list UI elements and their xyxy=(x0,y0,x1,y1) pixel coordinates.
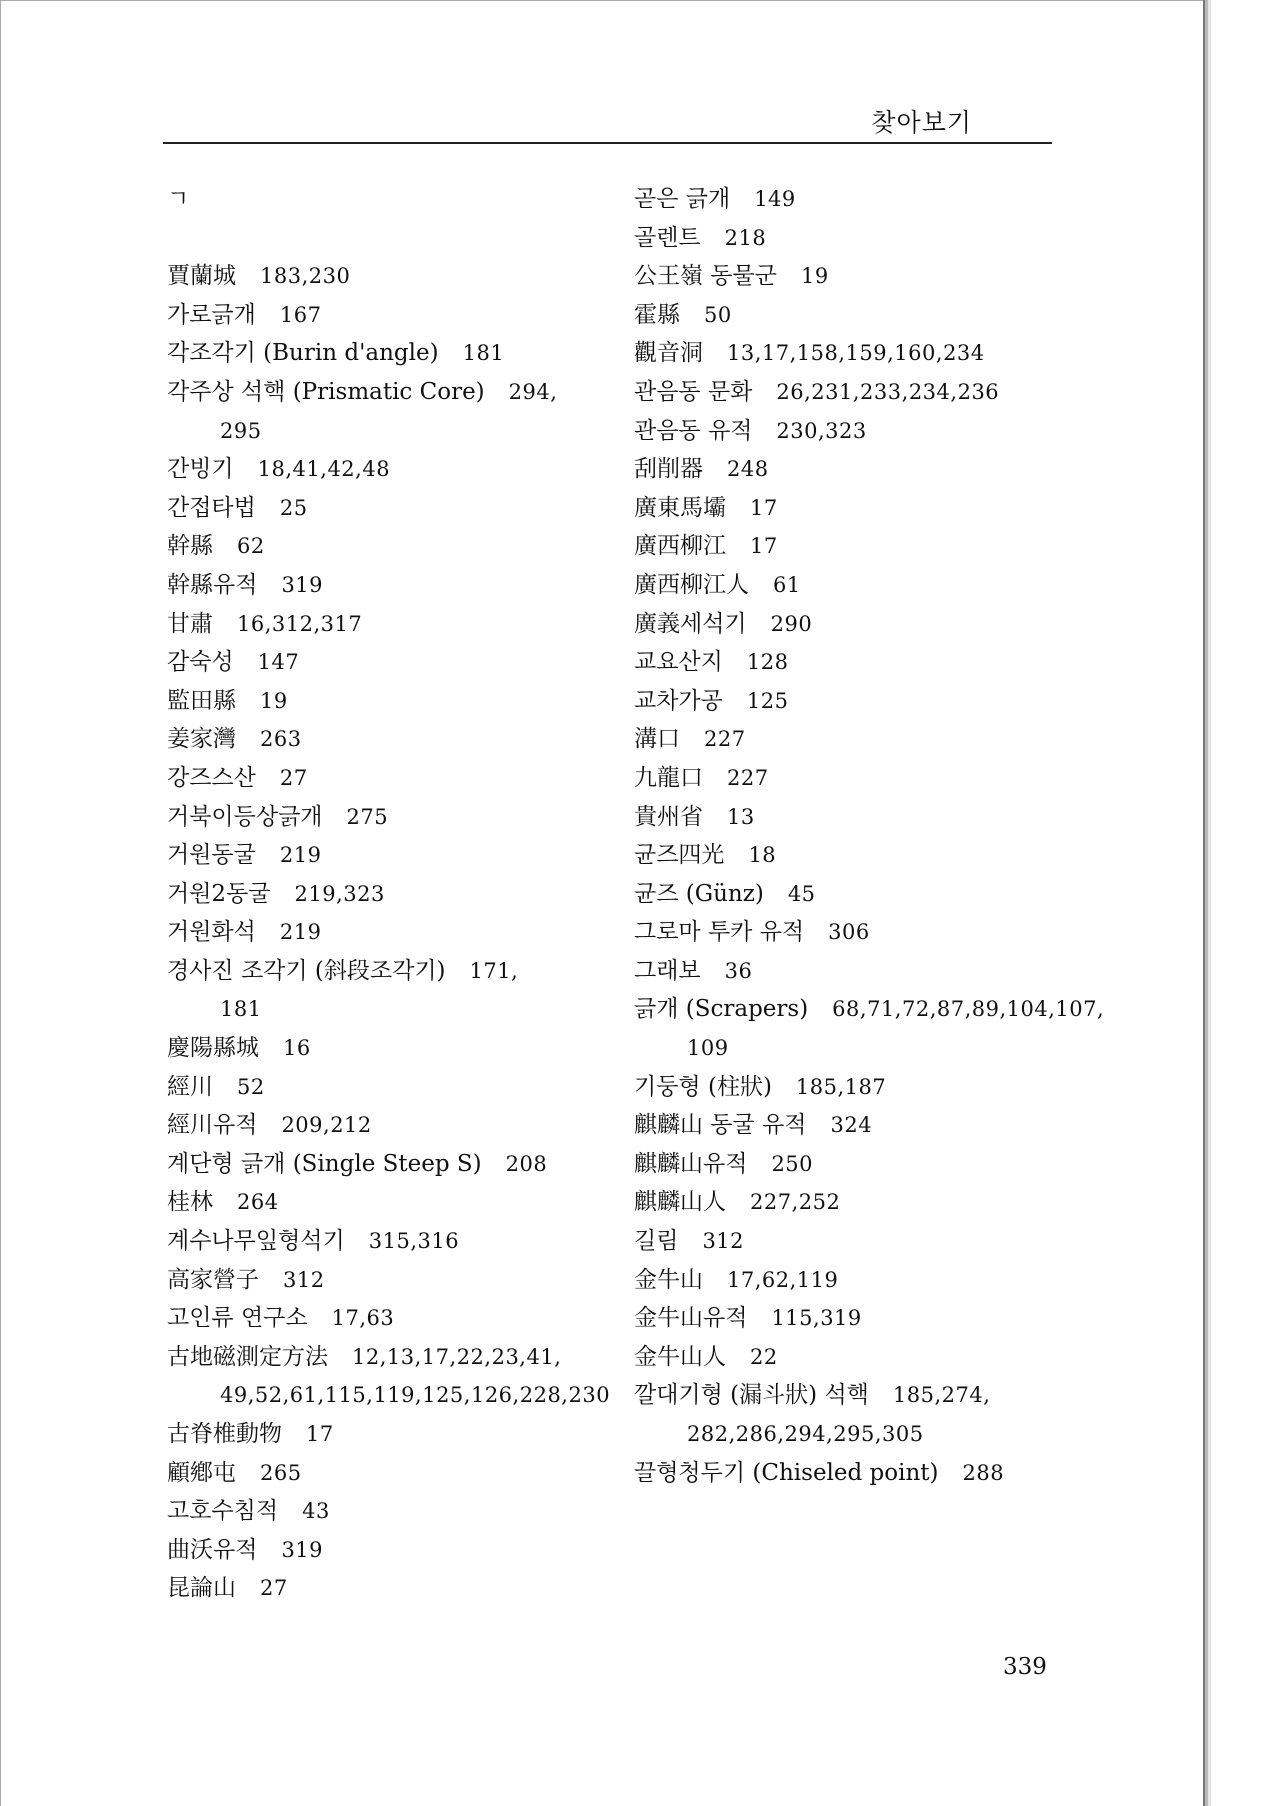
index-page-refs: 319 xyxy=(281,572,324,597)
index-entry xyxy=(167,1415,607,1454)
index-term: 霍縣 xyxy=(634,301,680,328)
index-term: 古地磁測定方法 xyxy=(167,1343,328,1370)
index-page-refs: 282,286,294,295,305 xyxy=(687,1422,924,1446)
index-entry xyxy=(634,334,1084,373)
index-entry xyxy=(167,219,607,258)
index-entry xyxy=(167,1338,607,1377)
index-page-refs: 19 xyxy=(800,264,829,289)
index-entry xyxy=(634,412,1084,451)
index-term: 廣東馬壩 xyxy=(634,494,726,521)
index-page-refs: 219,323 xyxy=(294,881,385,906)
index-entry xyxy=(167,952,607,991)
index-entry xyxy=(634,952,1084,991)
index-page-refs: 13 xyxy=(727,804,755,829)
index-page-refs: 227 xyxy=(727,765,769,790)
index-page-refs: 22 xyxy=(750,1344,778,1369)
index-term: 麒麟山유적 xyxy=(634,1150,748,1177)
index-term: 교차가공 xyxy=(634,687,723,714)
index-entry xyxy=(167,180,607,219)
index-entry xyxy=(634,913,1084,952)
index-term: 賈蘭城 xyxy=(167,263,236,290)
index-term: 廣義세석기 xyxy=(634,610,747,637)
index-entry xyxy=(634,450,1084,489)
header-rule xyxy=(163,142,1052,144)
index-page-refs: 219 xyxy=(279,843,322,868)
index-entry-continuation xyxy=(167,412,607,451)
index-entry xyxy=(167,1145,607,1184)
index-entry xyxy=(634,875,1084,914)
index-page-refs: 17 xyxy=(750,534,778,559)
index-page-refs: 19 xyxy=(260,688,288,713)
index-entry xyxy=(634,1261,1084,1300)
index-term: 균즈 (Günz) xyxy=(634,880,764,907)
index-term: 가로긁개 xyxy=(167,301,256,328)
index-term: 監田縣 xyxy=(167,687,236,714)
index-page-refs: 50 xyxy=(704,302,732,327)
index-term: 거원동굴 xyxy=(167,842,256,869)
index-term: 公王嶺 동물군 xyxy=(634,263,777,290)
index-page-refs: 18,41,42,48 xyxy=(257,457,391,482)
index-term: 經川 xyxy=(167,1073,213,1100)
index-entry xyxy=(167,1531,607,1570)
index-entry xyxy=(634,1068,1084,1107)
index-page-refs: 16,312,317 xyxy=(237,611,363,636)
index-page-refs: 263 xyxy=(260,727,302,752)
index-page-refs: 312 xyxy=(283,1267,325,1292)
index-entry xyxy=(167,1029,607,1068)
index-page-refs: 17 xyxy=(750,495,778,520)
index-term: 관음동 유적 xyxy=(634,417,753,444)
index-term: 계단형 긁개 (Single Steep S) xyxy=(167,1150,482,1177)
index-entry xyxy=(167,682,607,721)
index-entry xyxy=(167,798,607,837)
index-page-refs: 275 xyxy=(346,804,389,829)
index-term: 관음동 문화 xyxy=(634,378,753,405)
index-entry xyxy=(167,450,607,489)
index-page-refs: 16 xyxy=(283,1036,311,1061)
index-page-refs: 17 xyxy=(306,1422,334,1446)
index-page-refs: 27 xyxy=(279,765,308,790)
index-term: 골렌트 xyxy=(634,224,701,251)
index-entry xyxy=(167,334,607,373)
index-page-refs: 17,62,119 xyxy=(727,1267,839,1292)
index-term: 九龍口 xyxy=(634,764,703,791)
index-entry xyxy=(167,1068,607,1107)
index-entry xyxy=(634,489,1084,528)
index-term: 麒麟山 동굴 유적 xyxy=(634,1112,807,1139)
index-term: 고인류 연구소 xyxy=(167,1305,308,1332)
index-entry-continuation xyxy=(634,1029,1084,1068)
index-entry xyxy=(167,720,607,759)
index-page-refs: 25 xyxy=(279,495,308,520)
index-page-refs: 227,252 xyxy=(750,1190,841,1215)
index-entry xyxy=(634,1338,1084,1377)
index-term: 균즈四光 xyxy=(634,842,725,869)
index-page-refs: 219 xyxy=(279,920,322,945)
index-term: 간접타법 xyxy=(167,494,256,521)
index-entry xyxy=(167,1261,607,1300)
index-page-refs: 181 xyxy=(462,341,505,366)
index-term: 계수나무잎형석기 xyxy=(167,1228,345,1255)
index-term: 金牛山 xyxy=(634,1266,703,1293)
index-term: 끌형청두기 (Chiseled point) xyxy=(634,1459,939,1486)
index-term: 거북이등상긁개 xyxy=(167,803,323,830)
index-term: 甘肅 xyxy=(167,610,213,637)
index-entry-continuation xyxy=(167,1376,611,1415)
index-term: 깔대기형 (漏斗狀) 석핵 xyxy=(634,1382,869,1409)
index-term: 溝口 xyxy=(634,726,680,753)
index-term: 金牛山유적 xyxy=(634,1305,748,1332)
index-entry xyxy=(167,1569,607,1608)
index-page-refs: 52 xyxy=(237,1074,265,1099)
index-term: 幹縣유적 xyxy=(167,571,258,598)
index-entry xyxy=(167,1299,607,1338)
index-page-refs: 109 xyxy=(687,1036,729,1061)
index-term: 거원2동굴 xyxy=(167,880,271,907)
index-page-refs: 36 xyxy=(724,958,753,983)
index-page-refs: 295 xyxy=(220,418,262,443)
index-page-refs: 147 xyxy=(257,650,300,675)
index-term: 麒麟山人 xyxy=(634,1189,726,1216)
index-term: 곧은 긁개 xyxy=(634,186,731,212)
index-entry xyxy=(634,1145,1084,1184)
index-term: 고호수침적 xyxy=(167,1498,279,1525)
index-entry xyxy=(634,373,1084,412)
index-page-refs: 264 xyxy=(237,1190,279,1215)
page-top-edge xyxy=(0,0,1203,1)
index-term: 廣西柳江 xyxy=(634,533,726,560)
index-page-refs: 265 xyxy=(260,1460,302,1485)
index-term: 曲沃유적 xyxy=(167,1536,258,1563)
index-entry xyxy=(634,219,1084,258)
index-term: 기둥형 (柱狀) xyxy=(634,1073,772,1100)
index-entry xyxy=(634,759,1084,798)
index-page-refs: 319 xyxy=(281,1537,324,1562)
index-page-refs: 312 xyxy=(702,1229,745,1254)
index-entry xyxy=(634,527,1084,566)
index-page-refs: 43 xyxy=(302,1499,330,1524)
index-term: 각주상 석핵 (Prismatic Core) xyxy=(167,378,485,405)
index-page-refs: 248 xyxy=(727,457,769,482)
index-page-refs: 68,71,72,87,89,104,107, xyxy=(832,997,1105,1022)
index-entry xyxy=(167,566,607,605)
index-entry xyxy=(167,489,607,528)
index-term: 桂林 xyxy=(167,1189,213,1216)
index-page-refs: 125 xyxy=(746,688,789,713)
index-page-refs: 306 xyxy=(828,920,870,945)
index-entry xyxy=(634,1222,1084,1261)
index-entry xyxy=(167,913,607,952)
index-entry xyxy=(634,566,1084,605)
index-page-refs: 209,212 xyxy=(281,1113,372,1138)
index-entry xyxy=(167,605,607,644)
index-term: 幹縣 xyxy=(167,533,213,560)
index-term: 각조각기 (Burin d'angle) xyxy=(167,340,439,367)
index-page-refs: 12,13,17,22,23,41, xyxy=(352,1344,562,1369)
index-term: 廣西柳江人 xyxy=(634,571,749,598)
index-page-refs: 128 xyxy=(746,650,789,675)
index-page-refs: 218 xyxy=(724,225,767,250)
index-entry xyxy=(167,1106,607,1145)
index-term: 觀音洞 xyxy=(634,340,703,367)
index-entry xyxy=(167,257,607,296)
index-entry xyxy=(634,1183,1084,1222)
index-entry xyxy=(634,798,1084,837)
index-entry xyxy=(167,1454,607,1493)
index-entry xyxy=(634,1376,1084,1415)
index-entry xyxy=(634,257,1084,296)
index-page-refs: 185,187 xyxy=(795,1074,887,1099)
index-entry xyxy=(167,527,607,566)
index-term: 강즈스산 xyxy=(167,764,256,791)
index-page-refs: 149 xyxy=(754,187,796,211)
index-entry xyxy=(167,1492,607,1531)
index-term: 顧鄕屯 xyxy=(167,1459,236,1486)
index-page-refs: 315,316 xyxy=(368,1229,460,1254)
index-term: 姜家灣 xyxy=(167,726,236,753)
index-page-refs: 13,17,158,159,160,234 xyxy=(727,341,985,366)
index-term: 古脊椎動物 xyxy=(167,1421,282,1447)
index-page-refs: 49,52,61,115,119,125,126,228,230 xyxy=(220,1383,611,1408)
index-entry xyxy=(167,759,607,798)
index-page-refs: 27 xyxy=(260,1576,288,1601)
index-page-refs: 230,323 xyxy=(776,418,867,443)
index-column-left xyxy=(167,180,611,1608)
index-entry xyxy=(167,373,607,412)
index-term: 그로마 투카 유적 xyxy=(634,919,805,946)
index-page-refs: 17,63 xyxy=(331,1306,395,1331)
index-term: 경사진 조각기 (斜段조각기) xyxy=(167,957,446,984)
index-page-refs: 167 xyxy=(279,302,322,327)
index-entry xyxy=(634,1299,1084,1338)
index-entry xyxy=(634,1106,1084,1145)
index-page-refs: 62 xyxy=(237,534,265,559)
index-term: 昆論山 xyxy=(167,1575,236,1602)
index-term: 감숙성 xyxy=(167,649,234,676)
index-page-refs: 290 xyxy=(770,611,813,636)
index-term: 貴州省 xyxy=(634,803,703,830)
index-entry xyxy=(167,875,607,914)
index-term: 교요산지 xyxy=(634,649,723,676)
index-page-refs: 181 xyxy=(220,997,262,1022)
index-page-refs: 171, xyxy=(469,958,519,983)
index-entry xyxy=(634,180,1084,219)
index-term: 刮削器 xyxy=(634,456,703,483)
index-term: 그래보 xyxy=(634,957,701,984)
index-page-refs: 45 xyxy=(787,881,816,906)
index-entry xyxy=(634,643,1084,682)
index-term: 길림 xyxy=(634,1228,679,1255)
index-entry xyxy=(634,1454,1084,1493)
index-entry xyxy=(167,1222,607,1261)
index-page-refs: 324 xyxy=(830,1113,873,1138)
index-entry xyxy=(634,605,1084,644)
section-heading: ㄱ xyxy=(167,186,190,212)
page-left-edge xyxy=(0,0,1,1806)
page-header-title: 찾아보기 xyxy=(871,108,972,137)
index-entry xyxy=(634,296,1084,335)
index-entry xyxy=(167,643,607,682)
index-term: 金牛山人 xyxy=(634,1343,726,1370)
index-term: 간빙기 xyxy=(167,456,234,483)
index-entry-continuation xyxy=(167,990,607,1029)
index-term: 經川유적 xyxy=(167,1112,258,1139)
index-page-refs: 18 xyxy=(748,843,777,868)
index-entry-continuation xyxy=(634,1415,1084,1454)
index-term: 긁개 (Scrapers) xyxy=(634,996,809,1023)
index-entry xyxy=(634,990,1105,1029)
index-term: 高家營子 xyxy=(167,1266,259,1293)
index-page-refs: 227 xyxy=(704,727,746,752)
index-entry xyxy=(634,720,1084,759)
index-page-refs: 294, xyxy=(508,379,558,404)
index-page-refs: 61 xyxy=(773,572,801,597)
index-entry xyxy=(167,836,607,875)
index-entry xyxy=(167,296,607,335)
index-page-refs: 26,231,233,234,236 xyxy=(776,379,1000,404)
index-column-right xyxy=(634,180,1105,1492)
index-term: 거원화석 xyxy=(167,919,256,946)
index-term: 慶陽縣城 xyxy=(167,1035,259,1062)
index-page-refs: 115,319 xyxy=(771,1306,862,1331)
index-entry xyxy=(634,836,1084,875)
index-page-refs: 208 xyxy=(505,1151,548,1176)
index-page-refs: 250 xyxy=(771,1151,814,1176)
index-page-refs: 183,230 xyxy=(260,264,351,289)
index-page-refs: 185,274, xyxy=(892,1383,991,1408)
index-page-refs: 288 xyxy=(962,1460,1005,1485)
page-number: 339 xyxy=(1003,1654,1047,1680)
index-entry xyxy=(167,1183,607,1222)
index-entry xyxy=(634,682,1084,721)
